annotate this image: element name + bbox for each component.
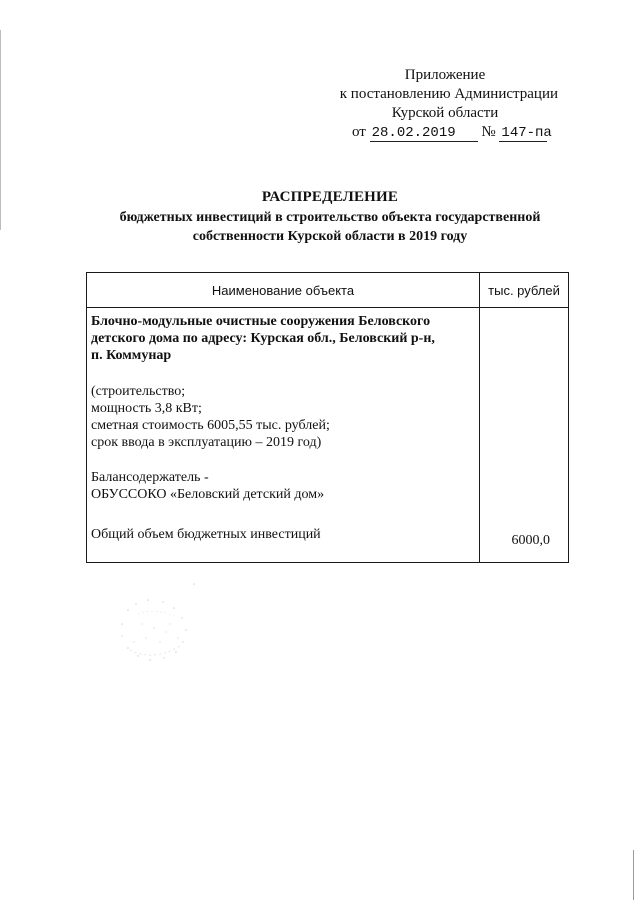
table-row (87, 308, 568, 562)
object-title-line: Блочно-модульные очистные сооружения Беловского (91, 314, 431, 329)
object-params (91, 383, 475, 451)
faint-stamp (108, 580, 203, 675)
header-name: Наименование объекта (87, 273, 480, 307)
object-title (91, 313, 475, 364)
investment-table (86, 272, 569, 563)
object-param-line: срок ввода в эксплуатацию – 2019 год) (91, 435, 322, 450)
balance-holder-label: Балансодержатель - (91, 470, 209, 485)
appendix-header (330, 66, 560, 142)
header-value: тыс. рублей (488, 282, 560, 298)
appendix-title: Приложение (404, 67, 486, 83)
appendix-date-row (330, 123, 560, 142)
scan-edge-right (633, 850, 634, 900)
object-param-line: сметная стоимость 6005,55 тыс. рублей; (91, 418, 330, 433)
total-value: 6000,0 (511, 533, 550, 548)
resolution-number: 147-па (501, 125, 552, 141)
number-prefix: № (481, 124, 496, 140)
title-line-1: бюджетных инвестиций в строительство объекта государственной (119, 210, 541, 225)
balance-holder (91, 469, 475, 503)
table-header-row (87, 273, 568, 308)
balance-holder-name: ОБУССОКО «Беловский детский дом» (91, 487, 325, 502)
document-title (60, 188, 600, 246)
title-line-2: собственности Курской области в 2019 году (192, 229, 468, 244)
resolution-date: 28.02.2019 (370, 126, 478, 142)
appendix-region-line: Курской области (391, 105, 499, 121)
title-main: РАСПРЕДЕЛЕНИЕ (261, 189, 399, 205)
object-param-line: (строительство; (91, 384, 186, 399)
appendix-resolution-line: к постановлению Администрации (339, 86, 558, 102)
object-param-line: мощность 3,8 кВт; (91, 401, 202, 416)
object-title-line: детского дома по адресу: Курская обл., Беловский р-н, (91, 331, 435, 346)
date-prefix: от (352, 124, 366, 140)
total-label: Общий объем бюджетных инвестиций (91, 527, 321, 542)
scan-edge-left (0, 30, 1, 230)
object-cell (87, 308, 480, 562)
value-cell (480, 308, 568, 562)
object-title-line: п. Коммунар (91, 348, 172, 363)
